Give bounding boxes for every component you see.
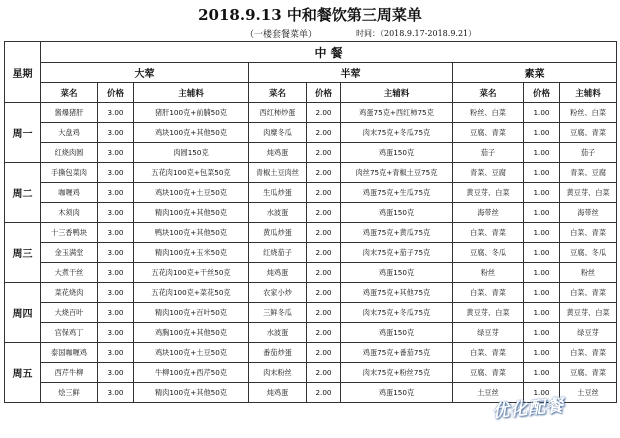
- table-row: [5, 143, 617, 163]
- table-row: [5, 323, 617, 343]
- veg-price-cell: 1.00: [524, 163, 560, 183]
- big-ingredients-cell: 精肉100克+玉米50克: [134, 243, 249, 263]
- veg-price-cell: 1.00: [524, 363, 560, 383]
- veg-ingredients-cell: 绿豆芽: [560, 323, 617, 343]
- big-ingredients-cell: 肉圆150克: [134, 143, 249, 163]
- half-name-cell: 水波蛋: [249, 323, 307, 343]
- veg-name-cell: 海带丝: [453, 203, 524, 223]
- veg-ingredients-cell: 粉丝: [560, 263, 617, 283]
- half-price-cell: 2.00: [307, 143, 341, 163]
- col-price: 价格: [98, 83, 134, 103]
- half-ingredients-cell: 鸡蛋75克+黄瓜75克: [341, 223, 453, 243]
- big-ingredients-cell: 鸡胸100克+其他50克: [134, 323, 249, 343]
- table-row: [5, 123, 617, 143]
- half-name-cell: 炖鸡蛋: [249, 143, 307, 163]
- veg-ingredients-cell: 豆腐、冬瓜: [560, 243, 617, 263]
- big-price-cell: 3.00: [98, 203, 134, 223]
- veg-name-cell: 豆腐、冬瓜: [453, 243, 524, 263]
- menu-table: [4, 41, 617, 403]
- half-price-cell: 2.00: [307, 263, 341, 283]
- col-ingredients: 主辅料: [341, 83, 453, 103]
- veg-price-cell: 1.00: [524, 343, 560, 363]
- big-name-cell: 红烧肉圆: [41, 143, 98, 163]
- veg-price-cell: 1.00: [524, 323, 560, 343]
- veg-price-cell: 1.00: [524, 383, 560, 403]
- col-price: 价格: [307, 83, 341, 103]
- half-price-cell: 2.00: [307, 123, 341, 143]
- veg-name-cell: 茄子: [453, 143, 524, 163]
- big-name-cell: 金玉满堂: [41, 243, 98, 263]
- big-name-cell: 十三香鸭块: [41, 223, 98, 243]
- big-price-cell: 3.00: [98, 263, 134, 283]
- big-ingredients-cell: 五花肉100克+干丝50克: [134, 263, 249, 283]
- col-name: 菜名: [41, 83, 98, 103]
- big-name-cell: 手撕包菜肉: [41, 163, 98, 183]
- half-ingredients-cell: 鸡蛋150克: [341, 263, 453, 283]
- veg-price-cell: 1.00: [524, 203, 560, 223]
- half-price-cell: 2.00: [307, 323, 341, 343]
- big-price-cell: 3.00: [98, 343, 134, 363]
- half-name-cell: 肉末粉丝: [249, 363, 307, 383]
- half-price-cell: 2.00: [307, 283, 341, 303]
- veg-price-cell: 1.00: [524, 183, 560, 203]
- half-name-cell: 黄瓜炒蛋: [249, 223, 307, 243]
- half-name-cell: 青椒土豆肉丝: [249, 163, 307, 183]
- half-name-cell: 生瓜炒蛋: [249, 183, 307, 203]
- big-name-cell: 咖喱鸡: [41, 183, 98, 203]
- big-price-cell: 3.00: [98, 143, 134, 163]
- veg-name-cell: 青菜、豆腐: [453, 163, 524, 183]
- section-header-row: [5, 63, 617, 83]
- half-ingredients-cell: 鸡蛋150克: [341, 143, 453, 163]
- half-ingredients-cell: 鸡蛋75克+生瓜75克: [341, 183, 453, 203]
- big-price-cell: 3.00: [98, 243, 134, 263]
- big-price-cell: 3.00: [98, 103, 134, 123]
- veg-ingredients-cell: 黄豆芽、白菜: [560, 183, 617, 203]
- half-ingredients-cell: 肉末75克+茄子75克: [341, 243, 453, 263]
- section-veg: 素菜: [453, 63, 617, 83]
- veg-price-cell: 1.00: [524, 223, 560, 243]
- day-label: 周四: [5, 283, 41, 343]
- col-name: 菜名: [453, 83, 524, 103]
- big-name-cell: 菜花烧肉: [41, 283, 98, 303]
- table-row: [5, 243, 617, 263]
- big-price-cell: 3.00: [98, 163, 134, 183]
- half-name-cell: 炖鸡蛋: [249, 383, 307, 403]
- veg-price-cell: 1.00: [524, 123, 560, 143]
- big-name-cell: 西芹牛柳: [41, 363, 98, 383]
- menu-subtitle: （一楼套餐菜单）: [245, 30, 318, 40]
- veg-ingredients-cell: 白菜、青菜: [560, 283, 617, 303]
- half-price-cell: 2.00: [307, 303, 341, 323]
- col-price: 价格: [524, 83, 560, 103]
- veg-ingredients-cell: 海带丝: [560, 203, 617, 223]
- big-ingredients-cell: 五花肉100克+菜花50克: [134, 283, 249, 303]
- meal-header-row: [5, 42, 617, 63]
- big-ingredients-cell: 五花肉100克+包菜50克: [134, 163, 249, 183]
- veg-ingredients-cell: 土豆丝: [560, 383, 617, 403]
- half-ingredients-cell: 鸡蛋150克: [341, 383, 453, 403]
- big-name-cell: 大盘鸡: [41, 123, 98, 143]
- half-ingredients-cell: 鸡蛋75克+其他75克: [341, 283, 453, 303]
- table-row: [5, 303, 617, 323]
- veg-name-cell: 白菜、青菜: [453, 283, 524, 303]
- half-name-cell: 三鲜冬瓜: [249, 303, 307, 323]
- big-price-cell: 3.00: [98, 183, 134, 203]
- veg-name-cell: 绿豆芽: [453, 323, 524, 343]
- col-ingredients: 主辅料: [134, 83, 249, 103]
- half-price-cell: 2.00: [307, 383, 341, 403]
- table-row: [5, 163, 617, 183]
- half-name-cell: 番茄炒蛋: [249, 343, 307, 363]
- half-price-cell: 2.00: [307, 203, 341, 223]
- big-price-cell: 3.00: [98, 303, 134, 323]
- big-ingredients-cell: 鸡块100克+土豆50克: [134, 183, 249, 203]
- veg-price-cell: 1.00: [524, 243, 560, 263]
- veg-name-cell: 豆腐、青菜: [453, 123, 524, 143]
- col-ingredients: 主辅料: [560, 83, 617, 103]
- veg-name-cell: 白菜、青菜: [453, 223, 524, 243]
- half-price-cell: 2.00: [307, 343, 341, 363]
- watermark-logo: 优化配餐: [491, 395, 565, 423]
- big-name-cell: 酱爆猪肝: [41, 103, 98, 123]
- big-ingredients-cell: 牛柳100克+西芹50克: [134, 363, 249, 383]
- table-row: [5, 363, 617, 383]
- veg-name-cell: 粉丝、白菜: [453, 103, 524, 123]
- big-price-cell: 3.00: [98, 383, 134, 403]
- veg-price-cell: 1.00: [524, 263, 560, 283]
- time-range: 时间：（2018.9.17-2018.9.21）: [356, 29, 477, 38]
- half-price-cell: 2.00: [307, 163, 341, 183]
- veg-name-cell: 豆腐、青菜: [453, 363, 524, 383]
- big-ingredients-cell: 精肉100克+百叶50克: [134, 303, 249, 323]
- big-price-cell: 3.00: [98, 283, 134, 303]
- big-name-cell: 宫保鸡丁: [41, 323, 98, 343]
- veg-ingredients-cell: 白菜、青菜: [560, 223, 617, 243]
- big-price-cell: 3.00: [98, 123, 134, 143]
- big-ingredients-cell: 精肉100克+其他50克: [134, 383, 249, 403]
- table-row: [5, 203, 617, 223]
- big-ingredients-cell: 鸡块100克+其他50克: [134, 123, 249, 143]
- big-name-cell: 大煮干丝: [41, 263, 98, 283]
- table-row: [5, 183, 617, 203]
- table-row: [5, 343, 617, 363]
- table-row: [5, 263, 617, 283]
- veg-name-cell: 粉丝: [453, 263, 524, 283]
- table-row: [5, 283, 617, 303]
- big-price-cell: 3.00: [98, 363, 134, 383]
- veg-ingredients-cell: 粉丝、白菜: [560, 103, 617, 123]
- big-name-cell: 大烧百叶: [41, 303, 98, 323]
- day-label: 周五: [5, 343, 41, 403]
- veg-ingredients-cell: 白菜、青菜: [560, 343, 617, 363]
- half-ingredients-cell: 鸡蛋150克: [341, 203, 453, 223]
- big-ingredients-cell: 精肉100克+其他50克: [134, 203, 249, 223]
- veg-name-cell: 土豆丝: [453, 383, 524, 403]
- day-label: 周一: [5, 103, 41, 163]
- veg-ingredients-cell: 茄子: [560, 143, 617, 163]
- half-ingredients-cell: 肉末75克+冬瓜75克: [341, 303, 453, 323]
- table-row: [5, 103, 617, 123]
- big-name-cell: 烩三鲜: [41, 383, 98, 403]
- week-header: 星期: [5, 42, 41, 103]
- veg-ingredients-cell: 青菜、豆腐: [560, 163, 617, 183]
- veg-name-cell: 黄豆芽、白菜: [453, 183, 524, 203]
- half-name-cell: 水波蛋: [249, 203, 307, 223]
- veg-price-cell: 1.00: [524, 143, 560, 163]
- veg-price-cell: 1.00: [524, 303, 560, 323]
- big-price-cell: 3.00: [98, 323, 134, 343]
- half-name-cell: 红烧茄子: [249, 243, 307, 263]
- col-name: 菜名: [249, 83, 307, 103]
- half-name-cell: 农家小炒: [249, 283, 307, 303]
- big-ingredients-cell: 鸭块100克+其他50克: [134, 223, 249, 243]
- day-label: 周三: [5, 223, 41, 283]
- half-ingredients-cell: 鸡蛋75克+西红柿75克: [341, 103, 453, 123]
- half-ingredients-cell: 鸡蛋150克: [341, 323, 453, 343]
- column-header-row: [5, 83, 617, 103]
- half-price-cell: 2.00: [307, 103, 341, 123]
- half-price-cell: 2.00: [307, 363, 341, 383]
- half-name-cell: 西红柿炒蛋: [249, 103, 307, 123]
- big-name-cell: 木须肉: [41, 203, 98, 223]
- big-ingredients-cell: 鸡块100克+土豆50克: [134, 343, 249, 363]
- half-price-cell: 2.00: [307, 183, 341, 203]
- page-title: 2018.9.13 中和餐饮第三周菜单: [198, 6, 422, 24]
- half-price-cell: 2.00: [307, 243, 341, 263]
- big-name-cell: 泰国咖喱鸡: [41, 343, 98, 363]
- section-half: 半荤: [249, 63, 453, 83]
- big-price-cell: 3.00: [98, 223, 134, 243]
- half-ingredients-cell: 肉丝75克+青椒土豆75克: [341, 163, 453, 183]
- table-row: [5, 223, 617, 243]
- veg-price-cell: 1.00: [524, 283, 560, 303]
- day-label: 周二: [5, 163, 41, 223]
- meal-header: 中 餐: [41, 42, 617, 63]
- half-name-cell: 肉糜冬瓜: [249, 123, 307, 143]
- big-ingredients-cell: 猪肝100克+前腩50克: [134, 103, 249, 123]
- veg-ingredients-cell: 豆腐、青菜: [560, 123, 617, 143]
- veg-price-cell: 1.00: [524, 103, 560, 123]
- veg-name-cell: 白菜、青菜: [453, 343, 524, 363]
- half-price-cell: 2.00: [307, 223, 341, 243]
- veg-name-cell: 黄豆芽、白菜: [453, 303, 524, 323]
- half-ingredients-cell: 肉末75克+冬瓜75克: [341, 123, 453, 143]
- half-ingredients-cell: 鸡蛋75克+番茄75克: [341, 343, 453, 363]
- half-name-cell: 炖鸡蛋: [249, 263, 307, 283]
- section-big: 大荤: [41, 63, 249, 83]
- veg-ingredients-cell: 豆腐、青菜: [560, 363, 617, 383]
- half-ingredients-cell: 肉末75克+粉丝75克: [341, 363, 453, 383]
- veg-ingredients-cell: 黄豆芽、白菜: [560, 303, 617, 323]
